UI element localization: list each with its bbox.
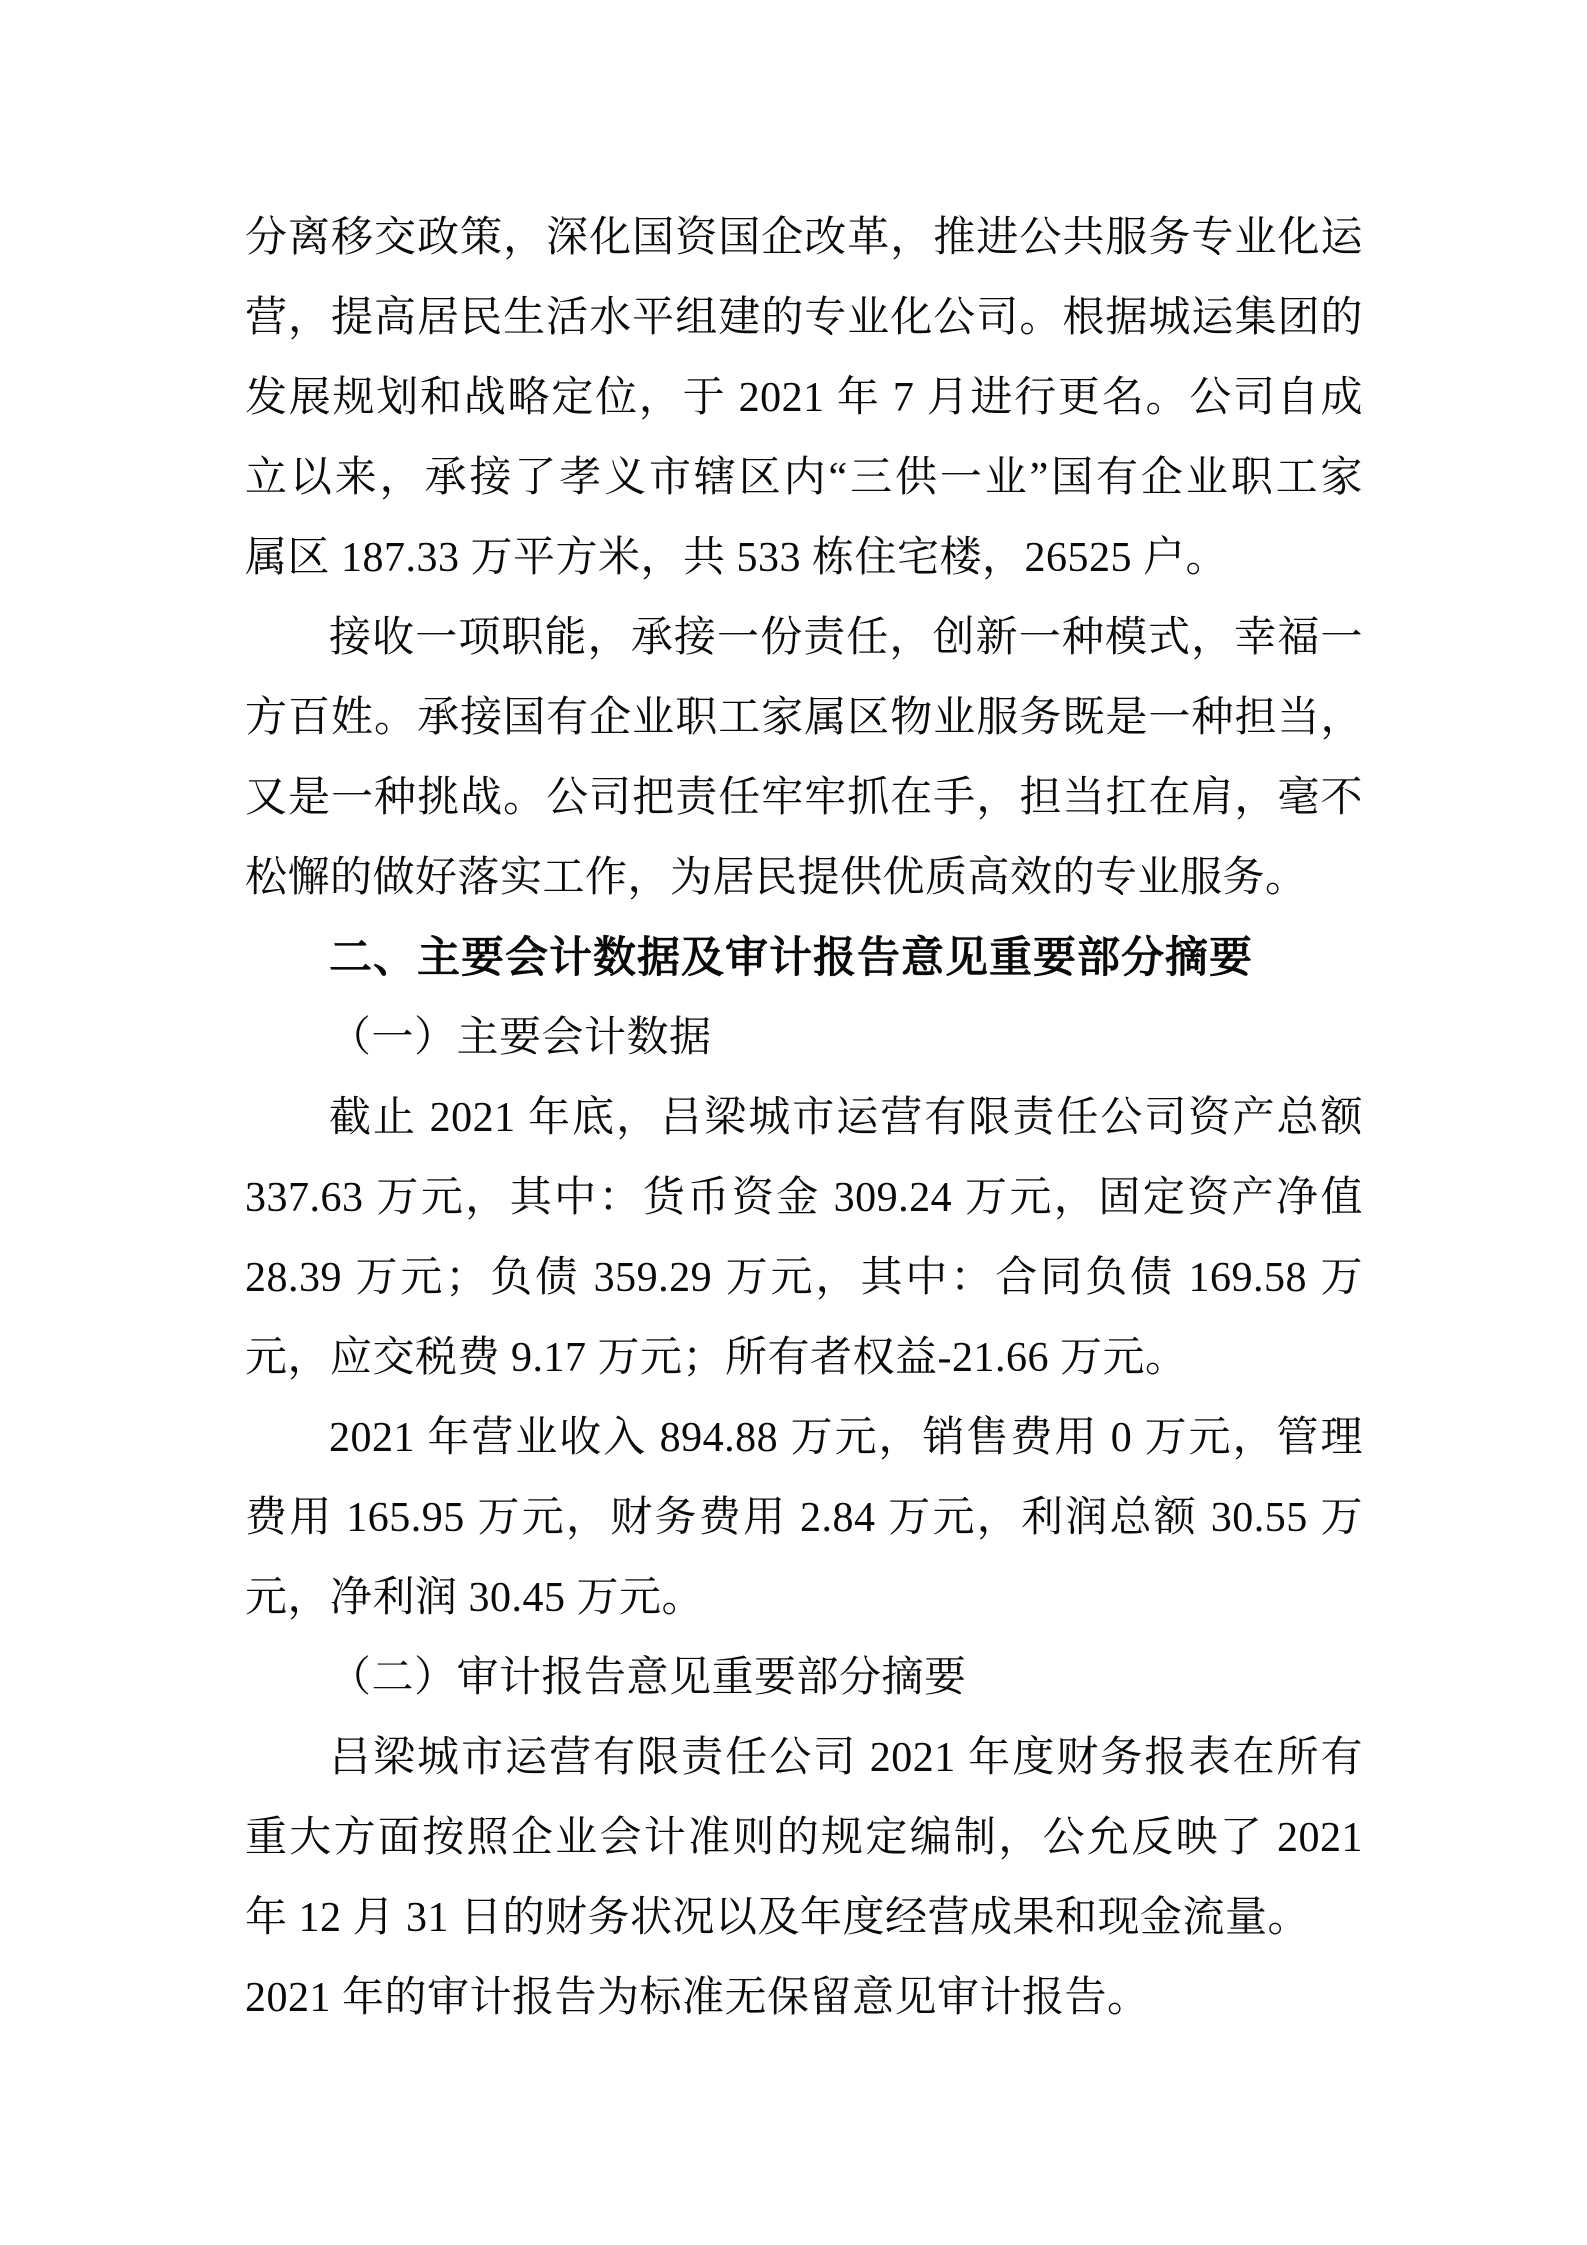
text-line: 元，净利润 30.45 万元。	[245, 1575, 705, 1621]
text-line: 吕梁城市运营有限责任公司 2021 年度财务报表在所有	[329, 1735, 1363, 1781]
text-line: 元，应交税费 9.17 万元；所有者权益-21.66 万元。	[245, 1335, 1188, 1381]
text-line: 年 12 月 31 日的财务状况以及年度经营成果和现金流量。	[245, 1895, 1311, 1941]
text-line: 松懈的做好落实工作，为居民提供优质高效的专业服务。	[245, 855, 1308, 901]
text-line: 费用 165.95 万元，财务费用 2.84 万元，利润总额 30.55 万	[245, 1495, 1363, 1541]
text-line: 337.63 万元，其中：货币资金 309.24 万元，固定资产净值	[245, 1175, 1363, 1221]
text-line: 属区 187.33 万平方米，共 533 栋住宅楼，26525 户。	[245, 535, 1229, 581]
subsection-heading: （一）主要会计数据	[329, 1015, 712, 1061]
text-line: 截止 2021 年底，吕梁城市运营有限责任公司资产总额	[329, 1095, 1363, 1141]
text-line: 接收一项职能，承接一份责任，创新一种模式，幸福一	[329, 615, 1363, 661]
text-line: 营，提高居民生活水平组建的专业化公司。根据城运集团的	[245, 295, 1363, 341]
text-line: 立以来，承接了孝义市辖区内“三供一业”国有企业职工家	[245, 455, 1363, 501]
subsection-heading: （二）审计报告意见重要部分摘要	[329, 1655, 967, 1701]
text-line: 发展规划和战略定位，于 2021 年 7 月进行更名。公司自成	[245, 375, 1363, 421]
text-line: 2021 年的审计报告为标准无保留意见审计报告。	[245, 1975, 1150, 2021]
text-line: 28.39 万元；负债 359.29 万元，其中：合同负债 169.58 万	[245, 1255, 1363, 1301]
text-line: 重大方面按照企业会计准则的规定编制，公允反映了 2021	[245, 1815, 1363, 1861]
text-line: 分离移交政策，深化国资国企改革，推进公共服务专业化运	[245, 215, 1363, 261]
text-line: 又是一种挑战。公司把责任牢牢抓在手，担当扛在肩，毫不	[245, 775, 1363, 821]
section-heading: 二、主要会计数据及审计报告意见重要部分摘要	[329, 934, 1253, 982]
text-line: 2021 年营业收入 894.88 万元，销售费用 0 万元，管理	[329, 1415, 1363, 1461]
text-line: 方百姓。承接国有企业职工家属区物业服务既是一种担当，	[245, 695, 1363, 741]
document-body	[245, 198, 1363, 2038]
